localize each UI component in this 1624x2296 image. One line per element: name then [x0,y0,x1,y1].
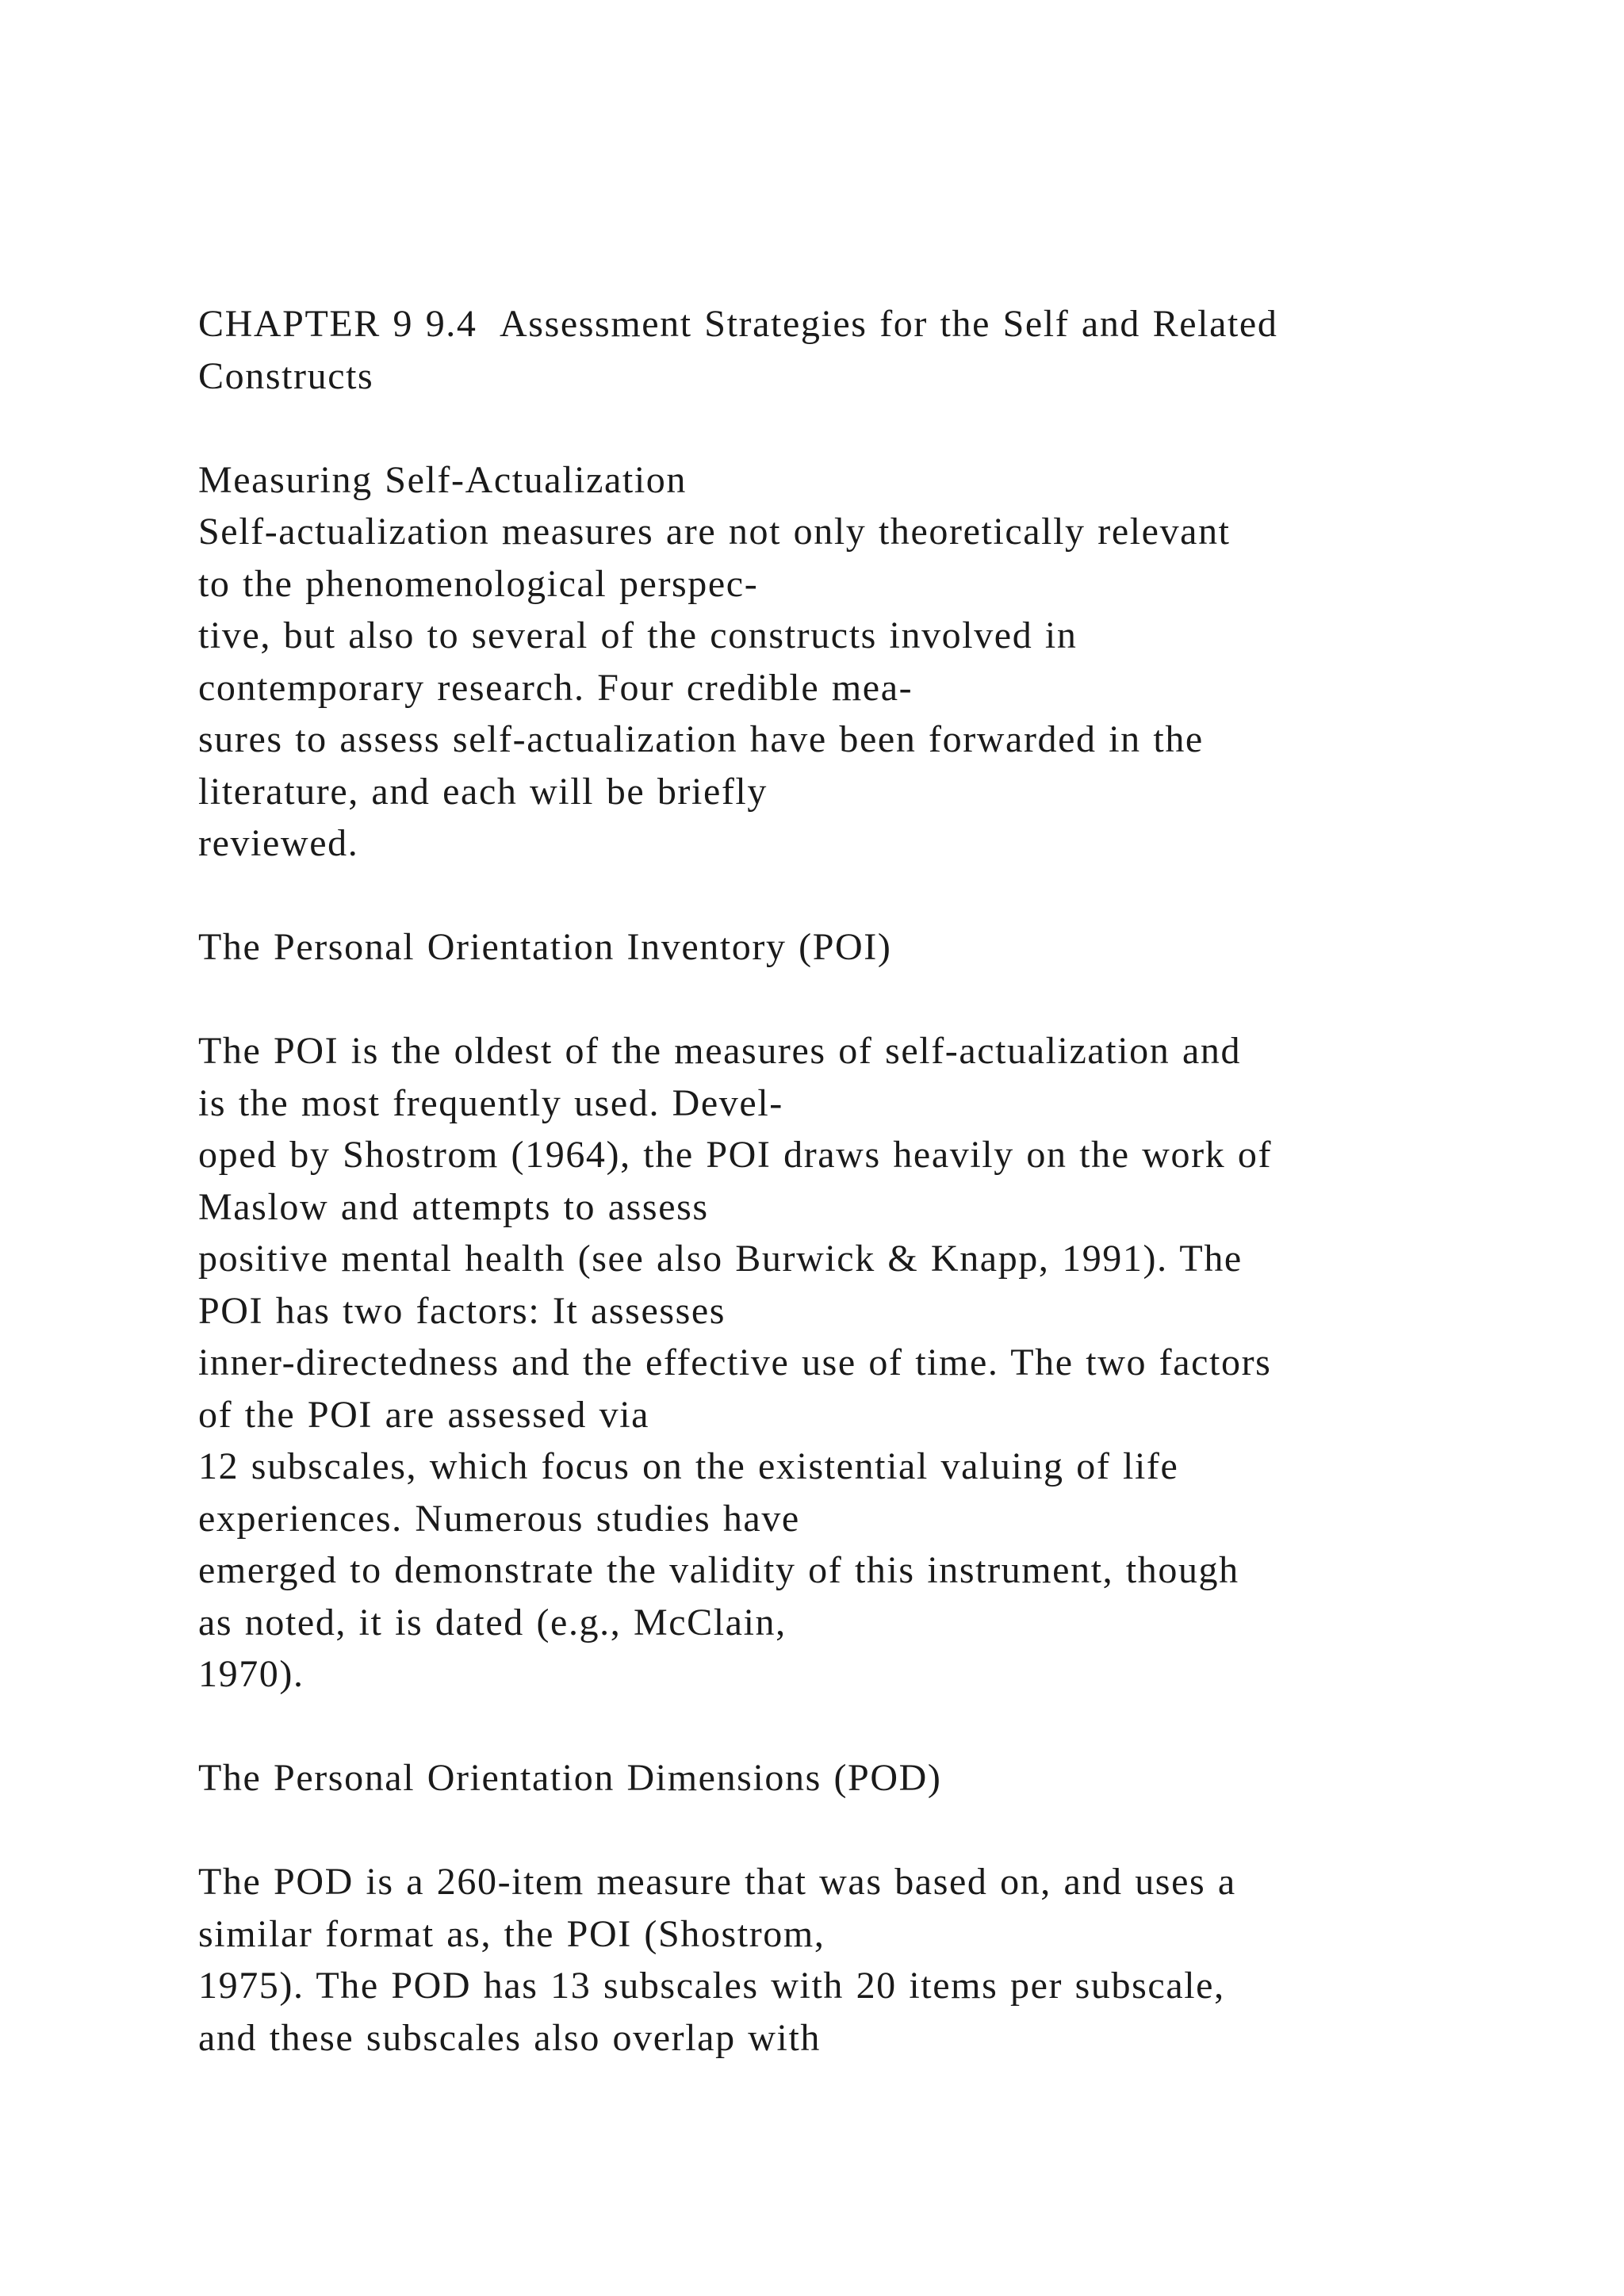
chapter-heading-line-2: Constructs [198,354,374,397]
paragraph-line: reviewed. [198,822,359,864]
paragraph-line: 1975). The POD has 13 subscales with 20 items per subscale, [198,1965,1225,2007]
paragraph-line: sures to assess self-actualization have been forwarded in the [198,718,1204,760]
paragraph-line: The POI is the oldest of the measures of self-actualization and [198,1030,1242,1072]
blank-line [198,974,1546,1026]
blank-line [198,1804,1546,1857]
blank-line [198,402,1546,454]
paragraph-line: POI has two factors: It assesses [198,1289,726,1332]
paragraph-line: 1970). [198,1653,304,1695]
paragraph-line: and these subscales also overlap with [198,2016,822,2059]
paragraph-line: positive mental health (see also Burwick & Knapp, 1991). The [198,1238,1243,1280]
paragraph-line: experiences. Numerous studies have [198,1497,800,1540]
blank-line [198,870,1546,922]
paragraph-line: of the POI are assessed via [198,1393,650,1436]
paragraph-line: literature, and each will be briefly [198,770,768,813]
paragraph-line: inner-directedness and the effective use of time. The two factors [198,1341,1272,1383]
blank-line [198,1701,1546,1753]
paragraph-line: Self-actualization measures are not only theoretically relevant [198,511,1231,553]
paragraph-line: 12 subscales, which focus on the existential valuing of life [198,1445,1179,1487]
document-body [198,298,1546,2064]
paragraph-line: contemporary research. Four credible mea- [198,666,914,709]
paragraph-line: oped by Shostrom (1964), the POI draws heavily on the work of [198,1134,1273,1176]
paragraph-line: to the phenomenological perspec- [198,562,759,605]
paragraph-line: similar format as, the POI (Shostrom, [198,1912,825,1955]
paragraph-line: Maslow and attempts to assess [198,1185,709,1228]
paragraph-line: tive, but also to several of the constructs involved in [198,614,1078,656]
section-heading-measuring-self-actualization: Measuring Self-Actualization [198,458,687,501]
paragraph-line: as noted, it is dated (e.g., McClain, [198,1601,787,1644]
paragraph-line: The POD is a 260-item measure that was based on, and uses a [198,1861,1236,1903]
paragraph-line: is the most frequently used. Devel- [198,1081,783,1124]
section-heading-poi: The Personal Orientation Inventory (POI) [198,926,892,968]
section-heading-pod: The Personal Orientation Dimensions (POD) [198,1757,942,1799]
paragraph-line: emerged to demonstrate the validity of this instrument, though [198,1549,1239,1591]
chapter-heading-line-1: CHAPTER 9 9.4 Assessment Strategies for the Self and Related [198,303,1278,345]
